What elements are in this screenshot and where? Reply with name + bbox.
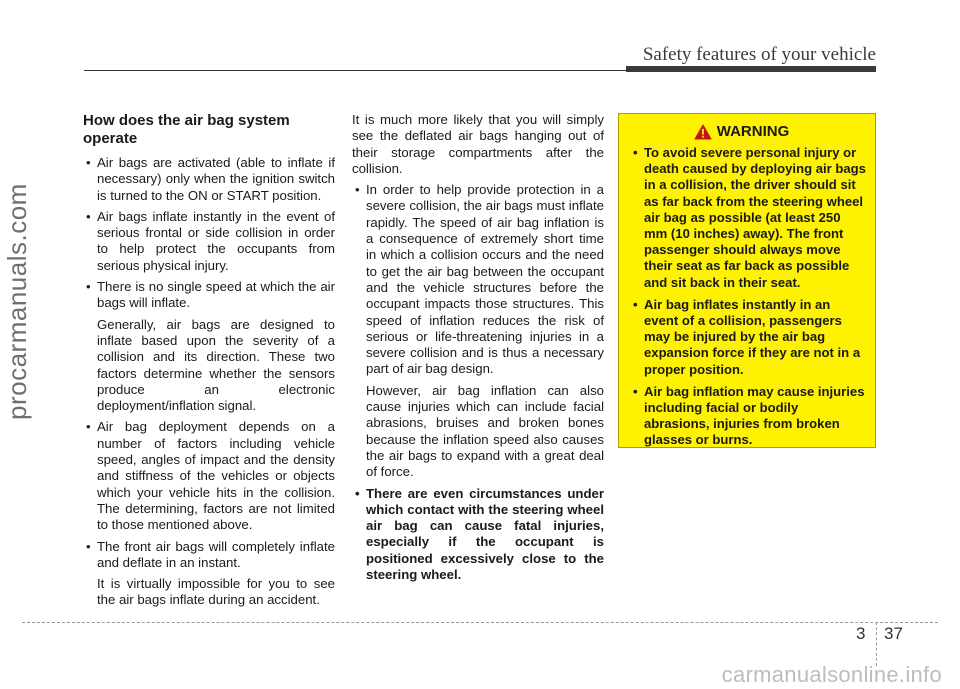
section-heading: How does the air bag system operate bbox=[83, 112, 290, 147]
list-item: • The front air bags will completely inflate and deflate in an instant. It is virtually impossible for you to see the air bags inflate during an accident. bbox=[83, 539, 335, 609]
bottom-watermark: carmanualsonline.info bbox=[721, 662, 942, 687]
list-item: • Air bags inflate instantly in the event of serious frontal or side collision in order to help protect the occupants from serious physical injury. bbox=[83, 209, 335, 274]
list-item: • Air bag deployment depends on a number of factors including vehicle speed, angles of impact and the density and stiffness of the vehicles or objects which your vehicle hits in the collision. The determining, factors are not limited to those mentioned above. bbox=[83, 419, 335, 533]
side-watermark: procarmanuals.com bbox=[2, 183, 32, 420]
left-column bbox=[83, 112, 335, 614]
warning-item: • Air bag inflation may cause injuries including facial or bodily abrasions, injuries from broken glasses or burns. bbox=[630, 384, 867, 449]
page-header-title: Safety features of your vehicle bbox=[642, 44, 876, 65]
middle-column bbox=[352, 112, 604, 588]
warning-triangle-icon bbox=[694, 124, 712, 140]
warning-item: • To avoid severe personal injury or death caused by deploying air bags in a collision, the driver should sit as far back from the steering wheel air bag as possible (at least 250 mm (10 inches) away). The front passenger should always move their seat as far back as possible and sit back in their seat. bbox=[630, 145, 867, 291]
list-item: • Air bags are activated (able to inflate if necessary) only when the ignition switch is turned to the ON or START position. bbox=[83, 155, 335, 204]
warning-item: • Air bag inflates instantly in an event of a collision, passengers may be injured by the air bag expansion force if they are not in a proper position. bbox=[630, 297, 867, 378]
page-number-separator bbox=[876, 622, 877, 666]
list-item-emphasis: • There are even circumstances under which contact with the steering wheel air bag can cause fatal injuries, especially if the occupant is positioned excessively close to the steering wheel. bbox=[352, 486, 604, 584]
left-bullet-list bbox=[83, 155, 335, 609]
warning-list bbox=[630, 145, 867, 449]
header-accent-bar bbox=[626, 66, 876, 72]
page-number: 37 bbox=[884, 624, 903, 643]
list-item: • There is no single speed at which the air bags will inflate. Generally, air bags are designed to inflate based upon the severity of a collision and its direction. These two factors determine whether the sensors produce an electronic deployment/inflation signal. bbox=[83, 279, 335, 414]
warning-title: WARNING bbox=[716, 123, 790, 140]
continuation-paragraph: It is much more likely that you will simply see the deflated air bags hanging out of their storage compartments after the collision. bbox=[352, 112, 604, 176]
chapter-number: 3 bbox=[856, 624, 866, 643]
list-item: • In order to help provide protection in a severe collision, the air bags must inflate rapidly. The speed of air bag inflation is a consequence of extremely short time in which a collision occurs and the need to get the air bag between the occupant and the vehicle structures before the occupant impacts those structures. This speed of inflation reduces the risk of serious or life-threatening injuries in a severe collision and is thus a necessary part of air bag design. However, air bag inflation can also cause injuries which can include facial abrasions, bruises and broken bones because the inflation speed also causes the air bags to expand with a great deal of force. bbox=[352, 182, 604, 480]
warning-box bbox=[618, 113, 876, 448]
warning-header bbox=[630, 123, 867, 140]
footer-rule bbox=[22, 622, 938, 623]
middle-bullet-list bbox=[352, 182, 604, 583]
